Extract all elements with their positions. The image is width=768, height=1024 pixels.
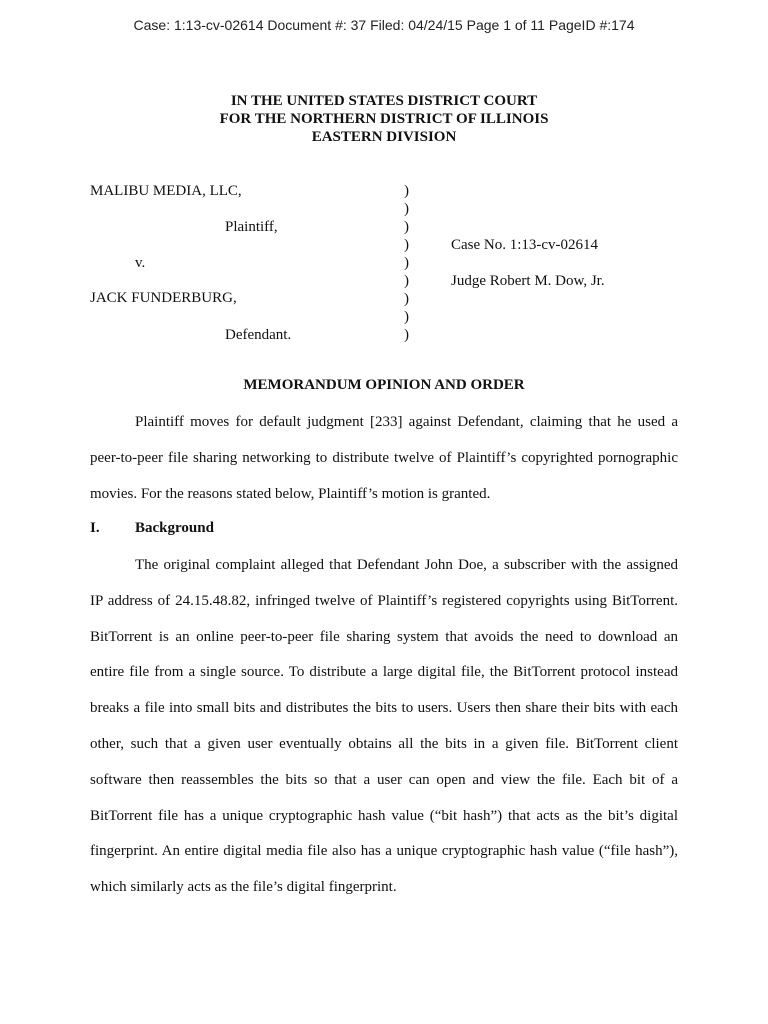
- paragraph-line: BitTorrent is an online peer-to-peer file sharing system that avoids the need to download an: [90, 628, 678, 645]
- paragraph-line: IP address of 24.15.48.82, infringed twelve of Plaintiff’s registered copyrights using BitTorrent.: [90, 592, 678, 609]
- caption-paren: ): [404, 183, 409, 199]
- paragraph-line: The original complaint alleged that Defendant John Doe, a subscriber with the assigned: [135, 557, 678, 573]
- caption-paren: ): [404, 255, 409, 271]
- case-number: Case No. 1:13-cv-02614: [451, 237, 599, 253]
- plaintiff-name: MALIBU MEDIA, LLC,: [90, 183, 242, 199]
- caption-paren: ): [404, 273, 409, 289]
- defendant-name: JACK FUNDERBURG,: [90, 290, 237, 306]
- plaintiff-role: Plaintiff,: [225, 219, 278, 235]
- paragraph-line: entire file from a single source. To distribute a large digital file, the BitTorrent protocol instead: [90, 664, 678, 681]
- case-header-stamp: Case: 1:13-cv-02614 Document #: 37 Filed: 04/24/15 Page 1 of 11 PageID #:174: [133, 17, 635, 33]
- caption-paren: ): [404, 219, 409, 235]
- paragraph-line: software then reassembles the bits so that a user can open and view the file. Each bit of a: [90, 771, 678, 788]
- section-heading: [90, 520, 214, 537]
- paragraph-line: which similarly acts as the file’s digital fingerprint.: [90, 879, 397, 896]
- paragraph-line: BitTorrent file has a unique cryptographic hash value (“bit hash”) that acts as the bit’s digital: [90, 807, 678, 824]
- caption-paren: ): [404, 201, 409, 217]
- paragraph-line: peer-to-peer file sharing networking to distribute twelve of Plaintiff’s copyrighted pornographic: [90, 449, 678, 466]
- caption-paren: ): [404, 291, 409, 307]
- paragraph-line: movies. For the reasons stated below, Plaintiff’s motion is granted.: [90, 485, 491, 502]
- defendant-role: Defendant.: [225, 327, 292, 343]
- section-title: Background: [135, 520, 214, 536]
- caption-paren: ): [404, 237, 409, 253]
- paragraph-line: fingerprint. An entire digital media file also has a unique cryptographic hash value (“file hash”),: [90, 843, 678, 860]
- court-heading-line-2: FOR THE NORTHERN DISTRICT OF ILLINOIS: [219, 111, 549, 127]
- section-number: I.: [90, 520, 100, 536]
- paragraph-line: Plaintiff moves for default judgment [233] against Defendant, claiming that he used a: [135, 414, 678, 430]
- background-paragraph: [90, 548, 678, 906]
- caption-paren: ): [404, 309, 409, 325]
- paragraph-line: breaks a file into small bits and distributes the bits to users. Users then share their bits with each: [90, 700, 678, 717]
- judge-name: Judge Robert M. Dow, Jr.: [451, 273, 605, 289]
- caption-paren: ): [404, 327, 409, 343]
- memorandum-title: MEMORANDUM OPINION AND ORDER: [243, 377, 525, 393]
- versus-label: v.: [135, 255, 146, 271]
- court-heading-line-3: EASTERN DIVISION: [311, 129, 457, 145]
- court-heading: [0, 92, 768, 146]
- intro-paragraph: [90, 405, 678, 512]
- paragraph-line: other, such that a given user eventually obtains all the bits in a given file. BitTorrent client: [90, 735, 678, 752]
- court-heading-line-1: IN THE UNITED STATES DISTRICT COURT: [230, 93, 538, 109]
